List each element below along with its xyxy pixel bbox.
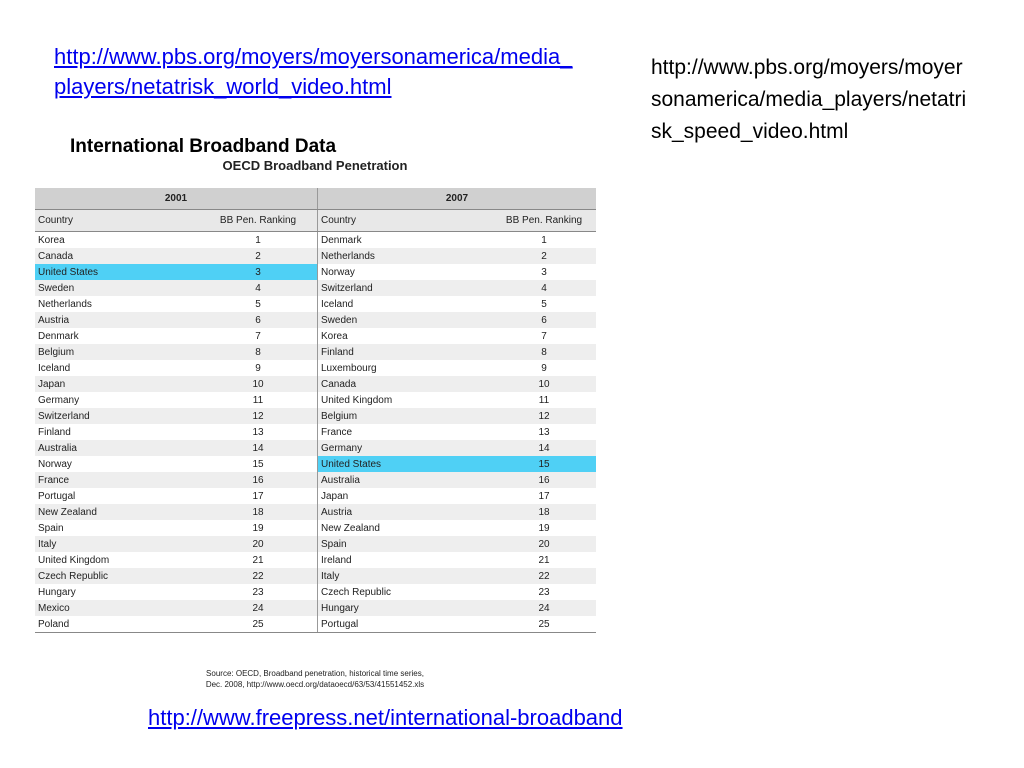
country-2007-cell: Portugal <box>318 616 493 633</box>
table-row <box>35 568 596 584</box>
rank-2007-cell: 15 <box>492 456 596 472</box>
country-2007-cell: Belgium <box>318 408 493 424</box>
table-row <box>35 392 596 408</box>
rank-2007-cell: 7 <box>541 330 547 342</box>
country-2007-cell: Czech Republic <box>321 586 392 598</box>
country-2001-cell: Finland <box>38 426 71 438</box>
year-header-2007: 2007 <box>318 188 597 210</box>
rank-2001-cell: 5 <box>199 296 318 312</box>
broadband-ranking-table <box>35 188 596 633</box>
country-2007-cell: Korea <box>321 330 348 342</box>
country-2007-cell: United States <box>318 456 493 472</box>
country-2007-cell: Hungary <box>318 600 493 616</box>
country-2001-cell: Germany <box>38 394 80 406</box>
country-2001-cell: Sweden <box>35 280 199 296</box>
rank-2007-cell: 1 <box>541 234 547 246</box>
rank-2007-cell: 2 <box>492 248 596 264</box>
table-row <box>35 520 596 536</box>
rank-2001-cell: 22 <box>199 568 318 584</box>
rank-2001-cell: 3 <box>199 264 318 280</box>
country-2001-cell: United States <box>35 264 199 280</box>
table-row <box>35 264 596 280</box>
country-2007-cell: Japan <box>321 490 349 502</box>
country-2007-cell: Norway <box>321 266 355 278</box>
table-row <box>35 248 596 264</box>
rank-2001-cell: 6 <box>199 312 318 328</box>
table-body <box>35 232 596 633</box>
table-row <box>35 536 596 552</box>
country-2001-cell: Switzerland <box>35 408 199 424</box>
country-2001-cell: Portugal <box>38 490 76 502</box>
rank-2001-cell: 8 <box>199 344 318 360</box>
country-2007-cell: Spain <box>318 536 493 552</box>
table-row <box>35 232 596 249</box>
table-row <box>35 312 596 328</box>
country-2001-cell: United Kingdom <box>38 554 110 566</box>
rank-2001-cell: 14 <box>199 440 318 456</box>
table-row <box>35 600 596 616</box>
rank-2007-cell: 23 <box>538 586 550 598</box>
rank-2001-cell: 9 <box>199 360 318 376</box>
rank-2001-cell: 2 <box>199 248 318 264</box>
rank-2007-cell: 9 <box>541 362 547 374</box>
rank-2001-cell: 11 <box>199 392 318 408</box>
source-note <box>170 668 460 690</box>
country-2007-cell: United Kingdom <box>321 394 393 406</box>
country-2007-cell: Canada <box>318 376 493 392</box>
rank-2007-cell: 25 <box>492 616 596 633</box>
country-2007-cell: France <box>321 426 353 438</box>
country-2001-cell: France <box>35 472 199 488</box>
country-2001-cell: Italy <box>35 536 199 552</box>
rank-2007-cell: 6 <box>492 312 596 328</box>
country-2001-cell: Poland <box>35 616 199 633</box>
rank-2001-cell: 25 <box>199 616 318 633</box>
country-2007-cell: Austria <box>318 504 493 520</box>
table-row <box>35 552 596 568</box>
rank-2001-cell: 24 <box>199 600 318 616</box>
column-header-country-2001: Country <box>35 210 199 232</box>
country-2007-cell: Germany <box>318 440 493 456</box>
rank-2001-cell: 23 <box>199 584 318 600</box>
slide-title: International Broadband Data <box>70 136 337 157</box>
table-row <box>35 488 596 504</box>
rank-2001-cell: 4 <box>199 280 318 296</box>
rank-2007-cell: 20 <box>492 536 596 552</box>
rank-2001-cell: 15 <box>199 456 318 472</box>
country-2007-cell: Iceland <box>321 298 354 310</box>
rank-2001-cell: 21 <box>199 552 318 568</box>
rank-2007-cell: 13 <box>538 426 550 438</box>
country-2007-cell: Italy <box>318 568 493 584</box>
rank-2007-cell: 8 <box>492 344 596 360</box>
rank-2007-cell: 22 <box>492 568 596 584</box>
country-2007-cell: Luxembourg <box>321 362 377 374</box>
rank-2007-cell: 24 <box>492 600 596 616</box>
table-row <box>35 376 596 392</box>
table-row <box>35 280 596 296</box>
freepress-broadband-link[interactable]: http://www.freepress.net/international-broadband <box>148 705 623 730</box>
rank-2007-cell: 10 <box>492 376 596 392</box>
country-2001-cell: Denmark <box>38 330 79 342</box>
year-header-2001: 2001 <box>35 188 318 210</box>
table-row <box>35 344 596 360</box>
country-2001-cell: Belgium <box>35 344 199 360</box>
column-header-rank-2001: BB Pen. Ranking <box>199 210 318 232</box>
country-2001-cell: Mexico <box>35 600 199 616</box>
rank-2001-cell: 18 <box>199 504 318 520</box>
table-row <box>35 456 596 472</box>
rank-2007-cell: 18 <box>492 504 596 520</box>
rank-2001-cell: 13 <box>199 424 318 440</box>
table-row <box>35 408 596 424</box>
country-2001-cell: Czech Republic <box>35 568 199 584</box>
country-2001-cell: Netherlands <box>38 298 92 310</box>
rank-2007-cell: 17 <box>538 490 550 502</box>
rank-2001-cell: 20 <box>199 536 318 552</box>
country-2007-cell: Australia <box>318 472 493 488</box>
country-2001-cell: Austria <box>35 312 199 328</box>
country-2007-cell: Netherlands <box>318 248 493 264</box>
country-2001-cell: Korea <box>38 234 65 246</box>
country-2001-cell: Australia <box>35 440 199 456</box>
country-2001-cell: Japan <box>35 376 199 392</box>
pbs-world-video-link[interactable]: http://www.pbs.org/moyers/moyersonamerica/media_players/netatrisk_world_video.html <box>54 44 573 99</box>
country-2001-cell: Canada <box>35 248 199 264</box>
rank-2007-cell: 5 <box>541 298 547 310</box>
table-row <box>35 296 596 312</box>
country-2007-cell: Ireland <box>321 554 352 566</box>
rank-2007-cell: 3 <box>541 266 547 278</box>
source-line-2: Dec. 2008, http://www.oecd.org/dataoecd/63/53/41551452.xls <box>205 680 425 689</box>
rank-2007-cell: 14 <box>492 440 596 456</box>
rank-2007-cell: 11 <box>538 394 550 406</box>
rank-2001-cell: 19 <box>199 520 318 536</box>
table-row <box>35 328 596 344</box>
table-row <box>35 424 596 440</box>
country-2001-cell: New Zealand <box>35 504 199 520</box>
rank-2007-cell: 4 <box>492 280 596 296</box>
table-title: OECD Broadband Penetration <box>222 158 408 173</box>
table-row <box>35 616 596 633</box>
source-line-1: Source: OECD, Broadband penetration, historical time series, <box>206 669 424 678</box>
country-2001-cell: Iceland <box>38 362 71 374</box>
rank-2001-cell: 1 <box>199 232 318 249</box>
column-header-country-2007: Country <box>318 210 493 232</box>
rank-2007-cell: 16 <box>492 472 596 488</box>
country-2007-cell: Denmark <box>321 234 362 246</box>
country-2007-cell: Switzerland <box>318 280 493 296</box>
table-row <box>35 360 596 376</box>
table-row <box>35 440 596 456</box>
rank-2001-cell: 10 <box>199 376 318 392</box>
rank-2007-cell: 12 <box>492 408 596 424</box>
country-2007-cell: New Zealand <box>321 522 380 534</box>
country-2001-cell: Spain <box>38 522 64 534</box>
country-2007-cell: Sweden <box>318 312 493 328</box>
country-2007-cell: Finland <box>318 344 493 360</box>
table-row <box>35 504 596 520</box>
pbs-speed-video-url-text: http://www.pbs.org/moyers/moyersonamerica/media_players/netatrisk_speed_video.html <box>651 56 967 143</box>
table-row <box>35 472 596 488</box>
country-2001-cell: Norway <box>38 458 72 470</box>
column-header-rank-2007: BB Pen. Ranking <box>492 210 596 232</box>
country-2001-cell: Hungary <box>38 586 76 598</box>
rank-2001-cell: 7 <box>199 328 318 344</box>
rank-2007-cell: 19 <box>538 522 550 534</box>
rank-2001-cell: 12 <box>199 408 318 424</box>
rank-2007-cell: 21 <box>538 554 550 566</box>
table-row <box>35 584 596 600</box>
rank-2001-cell: 17 <box>199 488 318 504</box>
rank-2001-cell: 16 <box>199 472 318 488</box>
